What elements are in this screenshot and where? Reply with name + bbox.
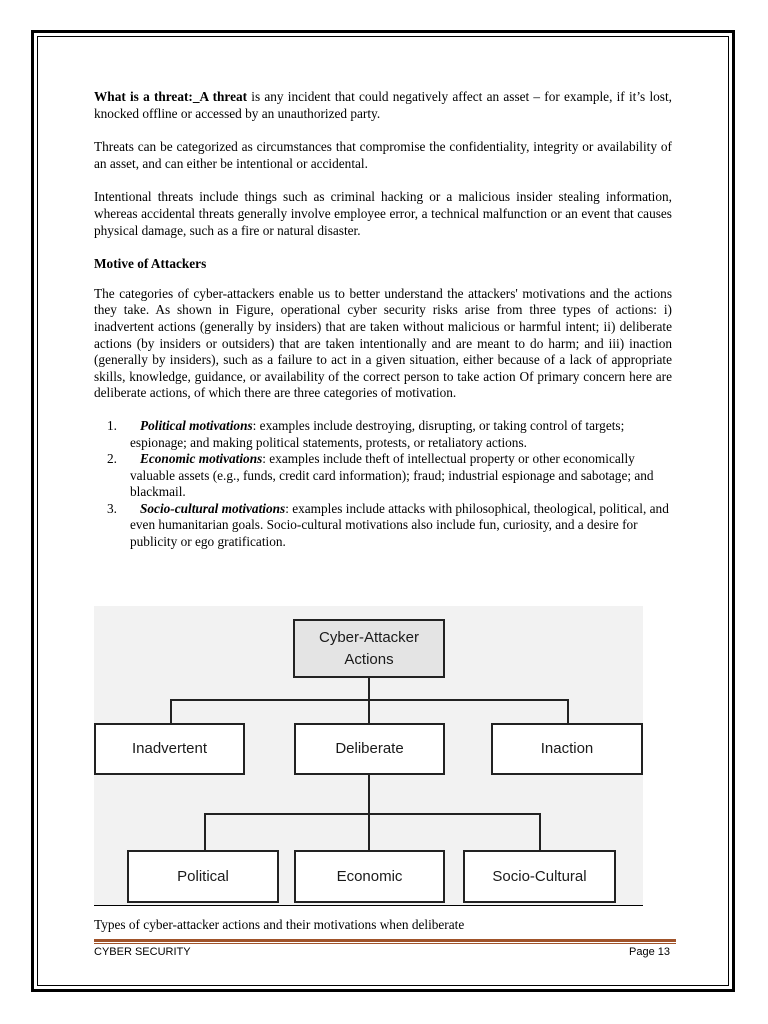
list-label: Economic motivations xyxy=(140,451,263,467)
inadvertent-label: Inadvertent xyxy=(131,740,208,757)
threat-definition-text: is any incident that could negatively affect an asset – for example, if it’s lost, knocked offline or accessed by an unauthorized party. xyxy=(94,89,672,121)
connector-deliberate xyxy=(368,699,370,723)
political-label: Political xyxy=(177,867,229,885)
connector-inadvertent xyxy=(170,699,172,723)
threat-categories-paragraph: Threats can be categorized as circumstances that compromise the confidentiality, integrity or availability of an asset, and can either be intentional or accidental. xyxy=(94,139,672,171)
list-number: 1. xyxy=(107,417,117,433)
connector-economic xyxy=(368,813,370,851)
motivations-list xyxy=(94,418,672,551)
connector-inaction xyxy=(567,699,569,723)
cyber-attacker-actions-box xyxy=(293,619,445,678)
socio-cultural-box xyxy=(463,850,616,903)
list-label: Socio-cultural motivations xyxy=(140,500,286,516)
economic-label: Economic xyxy=(336,867,403,885)
footer-title: CYBER SECURITY xyxy=(94,946,191,958)
root-label-line2: Actions xyxy=(344,650,394,668)
list-number: 2. xyxy=(107,451,117,467)
footer-rule-thin xyxy=(94,943,676,944)
list-label: Political motivations xyxy=(140,417,253,433)
document-body xyxy=(94,89,672,551)
threat-definition-lead: What is a threat:_A threat xyxy=(94,89,248,104)
connector-political xyxy=(204,813,206,851)
figure-caption: Types of cyber-attacker actions and their motivations when deliberate xyxy=(94,917,465,932)
page-number: Page 13 xyxy=(629,946,670,958)
connector-motives-bar xyxy=(204,813,540,815)
list-text: : examples include destroying, disrupting, or taking control of targets; espionage; and making political statements, protests, or retaliatory actions. xyxy=(130,417,625,450)
economic-box xyxy=(294,850,445,903)
footer-rule xyxy=(94,939,676,942)
connector-deliberate-down xyxy=(368,774,370,814)
attacker-actions-diagram xyxy=(94,606,643,906)
attacker-categories-paragraph: The categories of cyber-attackers enable us to better understand the attackers' motivations and the actions they take. As shown in Figure, operational cyber security risks arise from three types of actions: i) inadvertent actions (generally by insiders) that are taken without malicious or harmful intent; ii) deliberate actions (by insiders or outsiders) that are taken intentionally and are meant to do harm; and iii) inaction (generally by insiders), such as a failure to act in a given situation, either because of a lack of appropriate skills, knowledge, guidance, or availability of the correct person to take action Of primary concern here are deliberate actions, of which there are three categories of motivation. xyxy=(94,285,672,401)
section-heading: Motive of Attackers xyxy=(94,256,207,272)
root-label-line1: Cyber-Attacker xyxy=(318,628,420,646)
threat-definition-paragraph xyxy=(94,89,672,122)
list-text: : examples include attacks with philosophical, theological, political, and even humanitarian goals. Socio-cultural motivations also include fun, curiosity, and a desire for publicity or ego gratification. xyxy=(130,500,669,550)
list-item xyxy=(94,418,672,451)
list-number: 3. xyxy=(107,500,117,516)
list-text: : examples include theft of intellectual property or other economically valuable assets (e.g., funds, credit card information); fraud; industrial espionage and sabotage; and blackmail. xyxy=(130,451,654,500)
inaction-label: Inaction xyxy=(540,740,594,757)
inaction-box xyxy=(491,723,643,775)
deliberate-label: Deliberate xyxy=(335,740,404,757)
connector-socio xyxy=(539,813,541,851)
political-box xyxy=(127,850,279,903)
deliberate-box xyxy=(294,723,445,775)
socio-cultural-label: Socio-Cultural xyxy=(492,867,587,885)
connector-root-down xyxy=(368,678,370,700)
list-item xyxy=(94,501,672,551)
list-item xyxy=(94,451,672,501)
intentional-threats-paragraph: Intentional threats include things such as criminal hacking or a malicious insider stealing information, whereas accidental threats generally involve employee error, a technical malfunction or an event that causes physical damage, such as a fire or natural disaster. xyxy=(94,189,672,238)
inadvertent-box xyxy=(94,723,245,775)
